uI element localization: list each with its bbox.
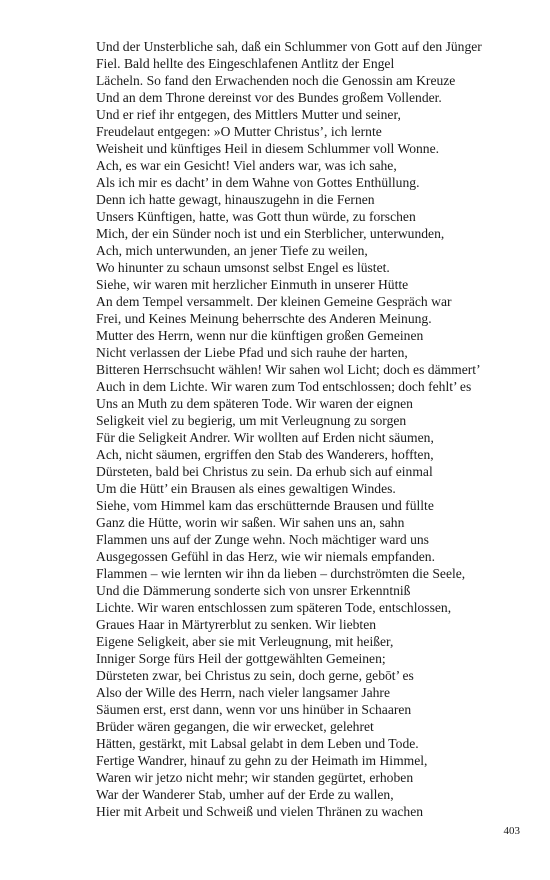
- verse-line: Mutter des Herrn, wenn nur die künftigen großen Gemeinen: [96, 328, 424, 343]
- verse-line: Um die Hütt’ ein Brausen als eines gewaltigen Windes.: [96, 481, 396, 496]
- verse-line: War der Wanderer Stab, umher auf der Erde zu wallen,: [96, 787, 394, 802]
- verse-line: Nicht verlassen der Liebe Pfad und sich rauhe der harten,: [96, 345, 408, 360]
- verse-line: Auch in dem Lichte. Wir waren zum Tod entschlossen; doch fehlt’ es: [96, 379, 472, 394]
- verse-line: Eigene Seligkeit, aber sie mit Verleugnung, mit heißer,: [96, 634, 394, 649]
- verse-line: Freudelaut entgegen: »O Mutter Christus’, ich lernte: [96, 124, 382, 139]
- verse-line: Ach, es war ein Gesicht! Viel anders war, was ich sahe,: [96, 158, 397, 173]
- verse-line: An dem Tempel versammelt. Der kleinen Gemeine Gespräch war: [96, 294, 452, 309]
- verse-line: Hätten, gestärkt, mit Labsal gelabt in dem Leben und Tode.: [96, 736, 419, 751]
- verse-line: Siehe, vom Himmel kam das erschütternde Brausen und füllte: [96, 498, 434, 513]
- verse-text: [96, 38, 536, 820]
- verse-line: Waren wir jetzo nicht mehr; wir standen gegürtet, erhoben: [96, 770, 414, 785]
- verse-line: Denn ich hatte gewagt, hinauszugehn in die Fernen: [96, 192, 375, 207]
- verse-line: Lächeln. So fand den Erwachenden noch die Genossin am Kreuze: [96, 73, 456, 88]
- verse-line: Also der Wille des Herrn, nach vieler langsamer Jahre: [96, 685, 390, 700]
- verse-line: Fiel. Bald hellte des Eingeschlafenen Antlitz der Engel: [96, 56, 395, 71]
- verse-line: Und die Dämmerung sonderte sich von unsrer Erkenntniß: [96, 583, 411, 598]
- verse-line: Und er rief ihr entgegen, des Mittlers Mutter und seiner,: [96, 107, 401, 122]
- verse-line: Dürsteten zwar, bei Christus zu sein, doch gerne, gebōt’ es: [96, 668, 414, 683]
- verse-line: Ausgegossen Gefühl in das Herz, wie wir niemals empfanden.: [96, 549, 435, 564]
- verse-line: Siehe, wir waren mit herzlicher Einmuth in unserer Hütte: [96, 277, 409, 292]
- verse-line: Und der Unsterbliche sah, daß ein Schlummer von Gott auf den Jünger: [96, 39, 482, 54]
- verse-line: Flammen – wie lernten wir ihn da lieben – durchströmten die Seele,: [96, 566, 466, 581]
- verse-line: Graues Haar in Märtyrerblut zu senken. Wir liebten: [96, 617, 377, 632]
- verse-line: Und an dem Throne dereinst vor des Bundes großem Vollender.: [96, 90, 442, 105]
- verse-line: Uns an Muth zu dem späteren Tode. Wir waren der eignen: [96, 396, 413, 411]
- verse-line: Als ich mir es dacht’ in dem Wahne von Gottes Enthüllung.: [96, 175, 420, 190]
- verse-line: Weisheit und künftiges Heil in diesem Schlummer voll Wonne.: [96, 141, 440, 156]
- verse-line: Brüder wären gegangen, die wir erwecket, gelehret: [96, 719, 374, 734]
- verse-line: Frei, und Keines Meinung beherrschte des Anderen Meinung.: [96, 311, 432, 326]
- verse-line: Wo hinunter zu schaun umsonst selbst Engel es lüstet.: [96, 260, 390, 275]
- page-number: 403: [503, 825, 520, 837]
- verse-line: Inniger Sorge fürs Heil der gottgewählten Gemeinen;: [96, 651, 386, 666]
- verse-line: Ganz die Hütte, worin wir saßen. Wir sahen uns an, sahn: [96, 515, 405, 530]
- verse-line: Lichte. Wir waren entschlossen zum späteren Tode, entschlossen,: [96, 600, 452, 615]
- verse-line: Flammen uns auf der Zunge wehn. Noch mächtiger ward uns: [96, 532, 429, 547]
- verse-line: Säumen erst, erst dann, wenn vor uns hinüber in Schaaren: [96, 702, 412, 717]
- verse-line: Für die Seligkeit Andrer. Wir wollten auf Erden nicht säumen,: [96, 430, 434, 445]
- verse-line: Hier mit Arbeit und Schweiß und vielen Thränen zu wachen: [96, 804, 424, 819]
- verse-line: Ach, nicht säumen, ergriffen den Stab des Wanderers, hofften,: [96, 447, 434, 462]
- verse-line: Ach, mich unterwunden, an jener Tiefe zu weilen,: [96, 243, 368, 258]
- verse-line: Unsers Künftigen, hatte, was Gott thun würde, zu forschen: [96, 209, 416, 224]
- verse-line: Dürsteten, bald bei Christus zu sein. Da erhub sich auf einmal: [96, 464, 433, 479]
- verse-line: Bitteren Herrschsucht wählen! Wir sahen wol Licht; doch es dämmert’: [96, 362, 481, 377]
- verse-line: Mich, der ein Sünder noch ist und ein Sterblicher, unterwunden,: [96, 226, 445, 241]
- verse-line: Seligkeit viel zu begierig, um mit Verleugnung zu sorgen: [96, 413, 407, 428]
- verse-line: Fertige Wandrer, hinauf zu gehn zu der Heimath im Himmel,: [96, 753, 428, 768]
